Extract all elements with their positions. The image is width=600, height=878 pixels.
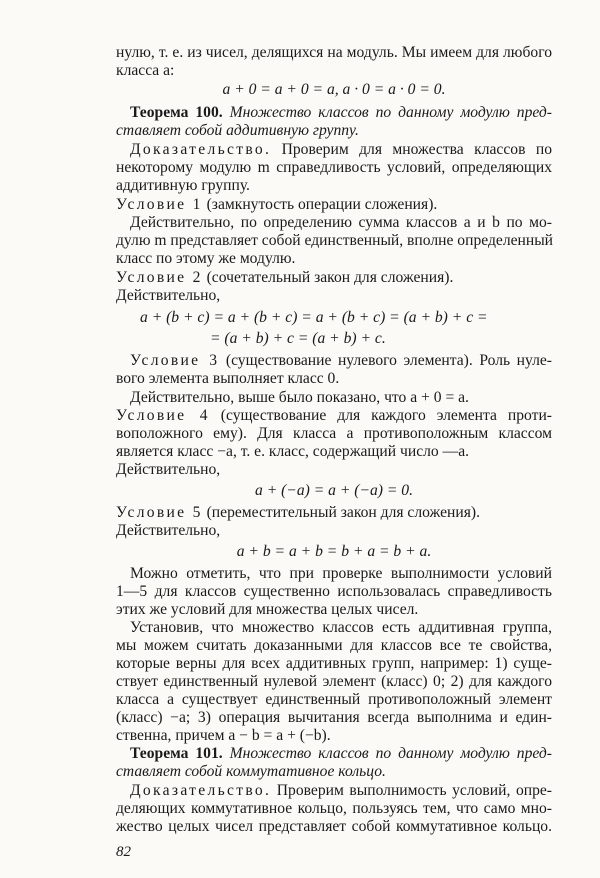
condition-5-formula: a + b = a + b = b + a = b + a. bbox=[236, 543, 432, 560]
proof-2-line-1 bbox=[130, 782, 552, 800]
condition-4-label: Условие 4 bbox=[116, 407, 210, 424]
proof-1-line-2: некоторому модулю m справедливость условий, определяющих bbox=[116, 159, 552, 176]
condition-4-line-3: является класс −a, т. е. класс, содержащий число —a. bbox=[116, 443, 470, 460]
condition-2-text: (сочетательный закон для сложения). bbox=[206, 269, 454, 286]
proof-2-line-2: деляющих коммутативное кольцо, пользуясь тем, что само мно- bbox=[116, 800, 552, 817]
condition-4-proof: Действительно, bbox=[116, 461, 221, 478]
paragraph-2-line-5: класса a существует единственный противоположный элемент bbox=[116, 691, 552, 708]
theorem-100-line-1 bbox=[130, 104, 552, 122]
paragraph-1-line-1: Можно отметить, что при проверке выполнимости условий bbox=[130, 565, 552, 582]
paragraph-2-line-7: ственна, причем a − b = a + (−b). bbox=[116, 727, 331, 744]
paragraph-2-line-2: мы можем считать доказанными для классов все те свойства, bbox=[116, 637, 552, 654]
condition-3-text-1: (существование нулевого элемента). Роль нуле- bbox=[225, 352, 552, 369]
condition-3-proof: Действительно, выше было показано, что a + 0 = a. bbox=[130, 389, 469, 406]
condition-2-formula-1: a + (b + c) = a + (b + c) = a + (b + c) = (a + b) + c = bbox=[140, 309, 488, 326]
proof-2-line-3: жество целых чисел представляет собой коммутативное кольцо. bbox=[116, 818, 552, 835]
theorem-101-head: Теорема 101. bbox=[130, 745, 223, 762]
condition-2-proof: Действительно, bbox=[116, 287, 221, 304]
theorem-101-text-1: Множество классов по данному модулю пред- bbox=[229, 745, 553, 762]
condition-5-proof: Действительно, bbox=[116, 522, 221, 539]
condition-3-line-1 bbox=[130, 352, 552, 370]
condition-2-formula-2: = (a + b) + c = (a + b) + c. bbox=[210, 330, 386, 347]
paragraph-2-line-6: (класс) −a; 3) операция вычитания всегда выполнима и един- bbox=[116, 709, 552, 726]
condition-1-line bbox=[116, 196, 552, 214]
theorem-101-line-1 bbox=[130, 745, 552, 763]
condition-5-line bbox=[116, 504, 552, 522]
condition-4-line-2: воположного ему). Для класса a противоположным классом bbox=[116, 425, 552, 442]
paragraph-2-line-1: Установив, что множество классов есть аддитивная группа, bbox=[130, 619, 552, 636]
proof-1-line-3: аддитивную группу. bbox=[116, 177, 250, 194]
condition-4-line-1 bbox=[116, 407, 552, 425]
paragraph-1-line-2: 1—5 для классов существенно использовалась справедливость bbox=[116, 583, 552, 600]
condition-2-line bbox=[116, 269, 552, 287]
intro-formula: a + 0 = a + 0 = a, a · 0 = a · 0 = 0. bbox=[222, 81, 446, 98]
condition-1-proof-3: класс по этому же модулю. bbox=[116, 250, 296, 267]
condition-1-proof-1: Действительно, по определению сумма классов a и b по мо- bbox=[130, 214, 552, 231]
proof-2-label: Доказательство. bbox=[130, 782, 272, 799]
theorem-101-line-2: ставляет собой коммутативное кольцо. bbox=[116, 763, 386, 780]
condition-1-proof-2: дулю m представляет собой единственный, вполне определенный bbox=[116, 232, 554, 249]
paragraph-1-line-3: этих же условий для множества целых чисел. bbox=[116, 601, 419, 618]
condition-4-text-1: (существование для каждого элемента проти- bbox=[220, 407, 552, 424]
paragraph-2-line-3: которые верны для всех аддитивных групп, например: 1) суще- bbox=[116, 655, 552, 672]
intro-line-1: нулю, т. е. из чисел, делящихся на модуль. Мы имеем для любого bbox=[116, 44, 552, 61]
theorem-100-head: Теорема 100. bbox=[130, 104, 223, 121]
condition-2-label: Условие 2 bbox=[116, 269, 203, 286]
intro-line-2: класса a: bbox=[116, 62, 175, 79]
condition-3-label: Условие 3 bbox=[130, 352, 220, 369]
condition-5-text: (переместительный закон для сложения). bbox=[206, 504, 480, 521]
proof-1-text: Проверим для множества классов по bbox=[281, 141, 552, 158]
condition-5-label: Условие 5 bbox=[116, 504, 203, 521]
proof-2-text: Проверим выполнимость условий, опре- bbox=[276, 782, 552, 799]
paragraph-2-line-4: ствует единственный нулевой элемент (класс) 0; 2) для каждого bbox=[116, 673, 552, 690]
theorem-100-line-2: ставляет собой аддитивную группу. bbox=[116, 122, 359, 139]
page-number: 82 bbox=[116, 844, 131, 860]
theorem-100-text-1: Множество классов по данному модулю пред- bbox=[229, 104, 553, 121]
proof-1-label: Доказательство. bbox=[130, 141, 272, 158]
condition-4-formula: a + (−a) = a + (−a) = 0. bbox=[255, 482, 413, 499]
proof-1-line-1 bbox=[130, 141, 552, 159]
condition-1-text: (замкнутость операции сложения). bbox=[206, 196, 438, 213]
condition-1-label: Условие 1 bbox=[116, 196, 203, 213]
condition-3-line-2: вого элемента выполняет класс 0. bbox=[116, 370, 340, 387]
